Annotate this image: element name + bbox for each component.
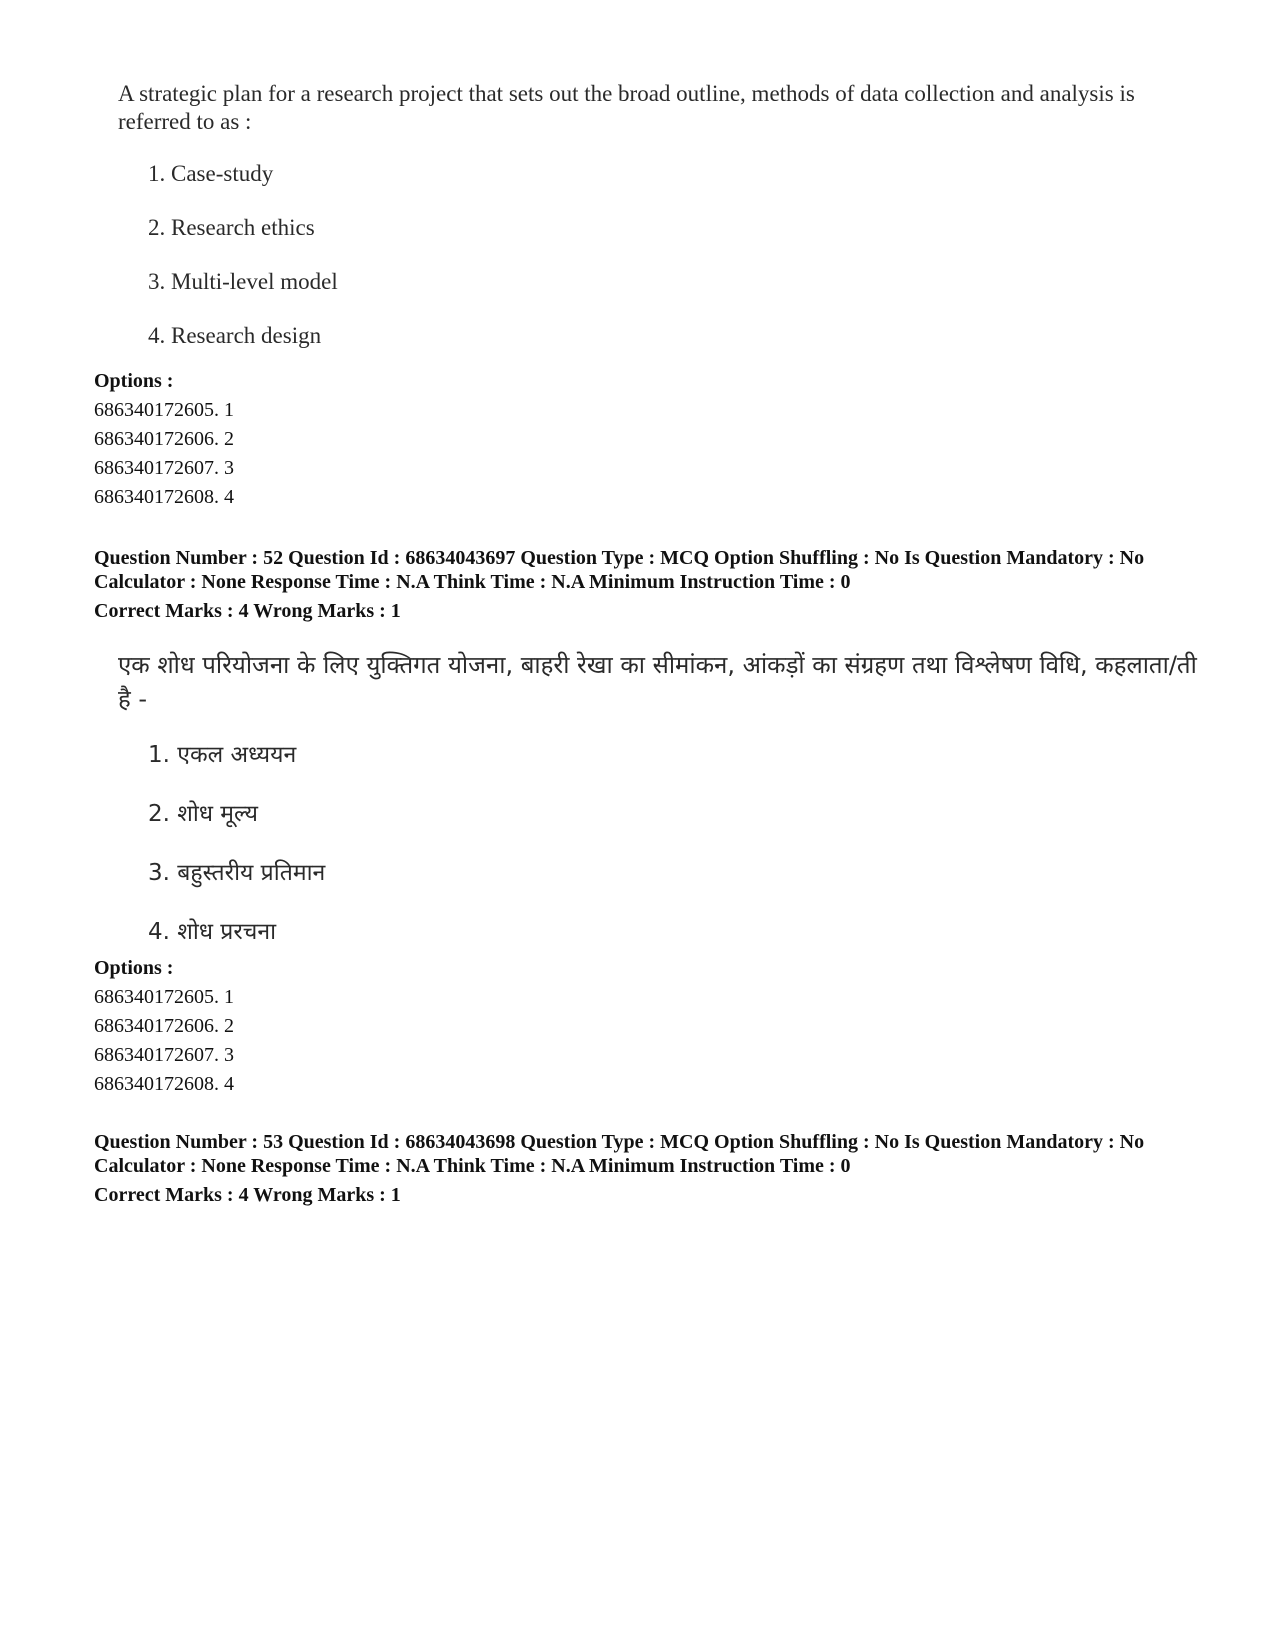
option-row: 686340172607. 3 [94,1044,234,1066]
option-row: 686340172605. 1 [94,986,234,1008]
question-52-content [118,648,1198,976]
question-51-stem: A strategic plan for a research project that sets out the broad outline, methods of data collection and analysis is referred to as : [118,81,1135,134]
question-meta: Question Number : 52 Question Id : 68634043697 Question Type : MCQ Option Shuffling : No Is Question Mandatory : No Calculator : None Response Time : N.A Think Time : N.A Minimum Instruction Time : 0 [94,547,1145,593]
choice-4: 4. Research design [148,323,322,348]
choice-2: 2. Research ethics [148,215,315,240]
choice-3: 3. Multi-level model [148,269,338,294]
option-row: 686340172606. 2 [94,1015,234,1037]
choice-3: 3. बहुस्तरीय प्रतिमान [148,860,326,886]
question-52-stem: एक शोध परियोजना के लिए युक्तिगत योजना, बाहरी रेखा का सीमांकन, आंकड़ों का संग्रहण तथा विश्लेषण विधि, कहलाता/ती है - [118,651,1197,713]
question-marks: Correct Marks : 4 Wrong Marks : 1 [94,1184,401,1206]
question-52-header [94,546,1204,623]
option-row: 686340172606. 2 [94,428,234,450]
choice-2: 2. शोध मूल्य [148,801,258,827]
choice-1: 1. Case-study [148,161,274,186]
option-row: 686340172605. 1 [94,399,234,421]
question-51-choices [118,160,1198,350]
question-52-options [94,954,1204,1099]
options-label: Options : [94,957,174,979]
option-row: 686340172608. 4 [94,1073,234,1095]
question-51-options [94,367,1204,512]
options-label: Options : [94,370,174,392]
question-marks: Correct Marks : 4 Wrong Marks : 1 [94,600,401,622]
option-row: 686340172607. 3 [94,457,234,479]
choice-4: 4. शोध प्ररचना [148,919,277,945]
question-52-choices [118,740,1198,947]
question-51-content [118,80,1198,376]
question-meta: Question Number : 53 Question Id : 68634043698 Question Type : MCQ Option Shuffling : No Is Question Mandatory : No Calculator : None Response Time : N.A Think Time : N.A Minimum Instruction Time : 0 [94,1131,1145,1177]
choice-1: 1. एकल अध्ययन [148,742,297,768]
option-row: 686340172608. 4 [94,486,234,508]
question-53-header [94,1130,1204,1207]
